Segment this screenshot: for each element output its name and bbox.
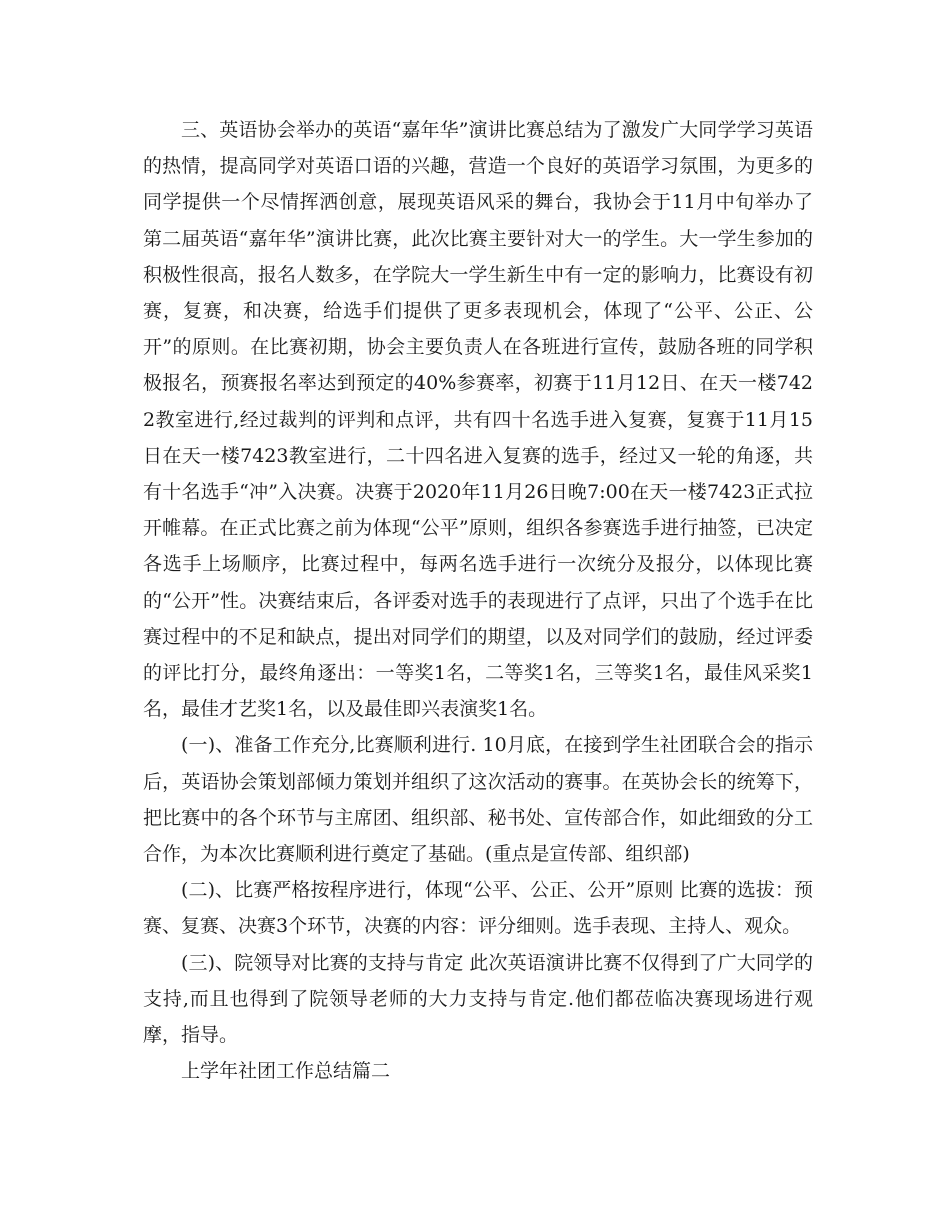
section-heading: 上学年社团工作总结篇二 bbox=[181, 1060, 391, 1083]
paragraph-procedure: (二)、比赛严格按程序进行，体现“公平、公正、公开”原则 比赛的选拔：预赛、复赛、决赛3个环节，决赛的内容：评分细则。选手表现、主持人、观众。 bbox=[143, 879, 813, 938]
paragraph-speech-contest-summary: 三、英语协会举办的英语“嘉年华”演讲比赛总结为了激发广大同学学习英语的热情，提高同学对英语口语的兴趣，营造一个良好的英语学习氛围，为更多的同学提供一个尽情挥洒创意，展现英语风采的舞台，我协会于11月中旬举办了第二届英语“嘉年华”演讲比赛，此次比赛主要针对大一的学生。大一学生参加的积极性很高，报名人数多，在学院大一学生新生中有一定的影响力，比赛设有初赛，复赛，和决赛，给选手们提供了更多表现机会，体现了“公平、公正、公开”的原则。在比赛初期，协会主要负责人在各班进行宣传，鼓励各班的同学积极报名，预赛报名率达到预定的40%参赛率，初赛于11月12日、在天一楼7422教室进行,经过裁判的评判和点评，共有四十名选手进入复赛，复赛于11月15日在天一楼7423教室进行，二十四名进入复赛的选手，经过又一轮的角逐，共有十名选手“冲”入决赛。决赛于2020年11月26日晚7:00在天一楼7423正式拉开帷幕。在正式比赛之前为体现“公平”原则，组织各参赛选手进行抽签，已决定各选手上场顺序，比赛过程中，每两名选手进行一次统分及报分，以体现比赛的“公开”性。决赛结束后，各评委对选手的表现进行了点评，只出了个选手在比赛过程中的不足和缺点，提出对同学们的期望，以及对同学们的鼓励，经过评委的评比打分，最终角逐出：一等奖1名，二等奖1名，三等奖1名，最佳风采奖1名，最佳才艺奖1名，以及最佳即兴表演奖1名。 bbox=[143, 119, 813, 721]
paragraph-preparation: (一)、准备工作充分,比赛顺利进行. 10月底，在接到学生社团联合会的指示后，英语协会策划部倾力策划并组织了这次活动的赛事。在英协会长的统筹下，把比赛中的各个环节与主席团、组织部、秘书处、宣传部合作，如此细致的分工合作，为本次比赛顺利进行奠定了基础。(重点是宣传部、组织部) bbox=[143, 734, 813, 866]
document-body bbox=[143, 112, 813, 1089]
paragraph-leadership-support: (三)、院领导对比赛的支持与肯定 此次英语演讲比赛不仅得到了广大同学的支持,而且也得到了院领导老师的大力支持与肯定.他们都莅临决赛现场进行观摩，指导。 bbox=[143, 951, 813, 1047]
